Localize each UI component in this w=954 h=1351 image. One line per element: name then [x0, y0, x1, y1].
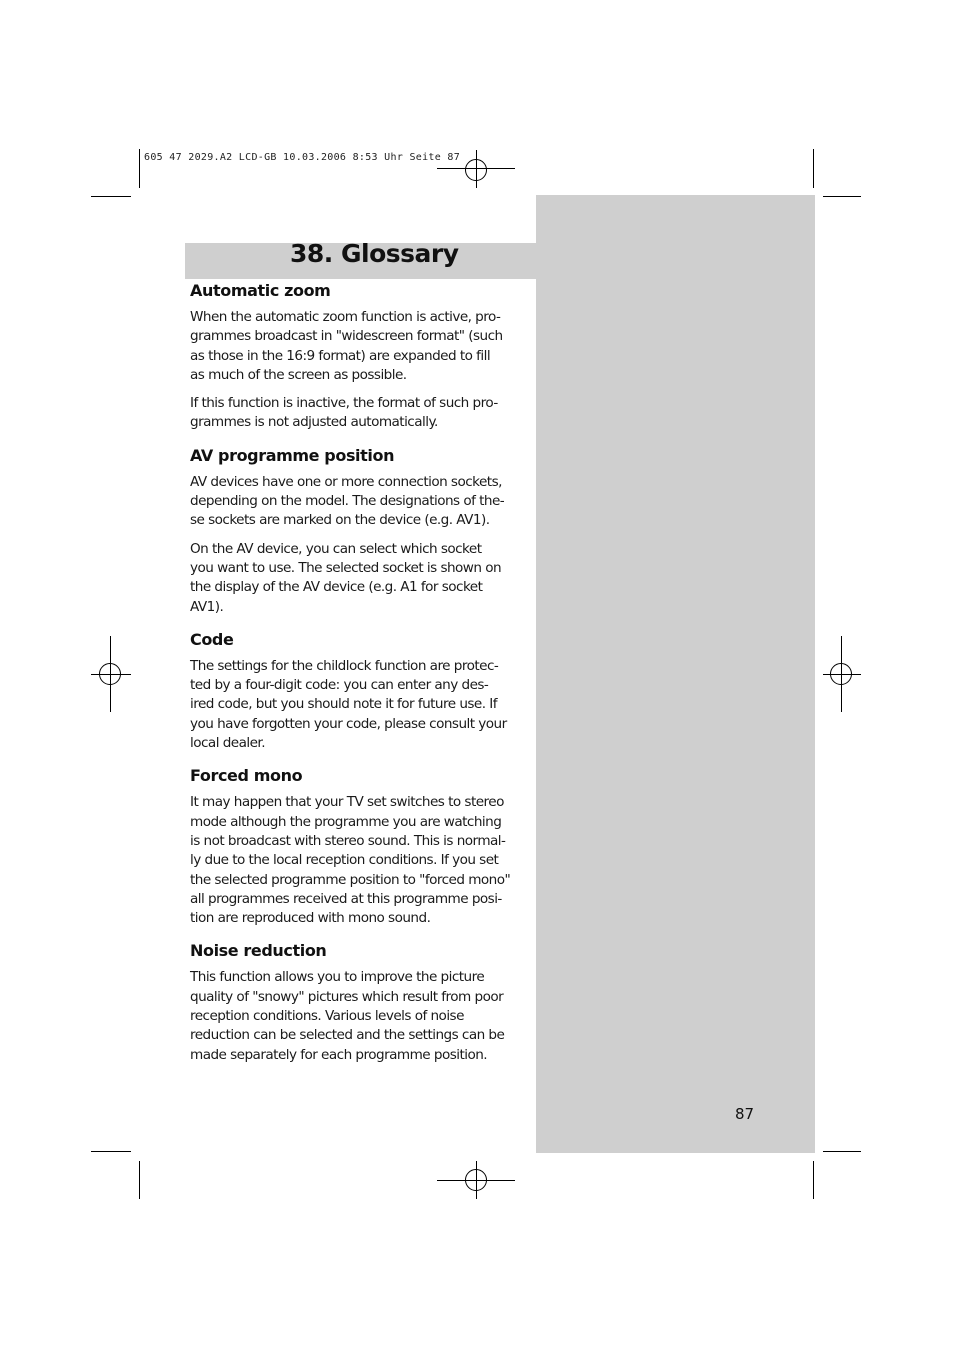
crop-mark-top-right-h: [823, 196, 861, 197]
entry-paragraph: If this function is inactive, the format of such pro- grammes is not adjusted automatically.: [190, 395, 498, 431]
crop-mark-bottom-left-v: [139, 1161, 140, 1199]
entry-paragraph: On the AV device, you can select which socket you want to use. The selected socket is shown on the display of the AV device (e.g. A1 for socket AV1).: [190, 540, 502, 615]
page-number: 87: [735, 1105, 755, 1123]
crop-mark-bottom-right-h: [823, 1151, 861, 1152]
entry-paragraph: The settings for the childlock function are protec- ted by a four-digit code: you can enter any des- ired code, but you should note it for future use. If you have forgotten your code, please consult your local dealer.: [190, 657, 507, 752]
glossary-entry-noise-reduction: [190, 941, 532, 1064]
entry-paragraph: This function allows you to improve the picture quality of "snowy" pictures which result from poor reception conditions. Various levels of noise reduction can be selected and the settings can be made separately for each programme position.: [190, 969, 505, 1063]
print-slug-line: 605 47 2029.A2 LCD-GB 10.03.2006 8:53 Uhr Seite 87: [144, 152, 461, 163]
crop-mark-bottom-left-h: [91, 1151, 131, 1152]
crop-mark-top-right-v: [813, 149, 814, 188]
entry-heading: Forced mono: [190, 766, 303, 786]
crop-mark-top-left-h: [91, 196, 131, 197]
entry-heading: Code: [190, 629, 234, 649]
side-panel: [536, 195, 815, 1153]
entry-heading: AV programme position: [190, 445, 395, 465]
crop-mark-bottom-right-v: [813, 1161, 814, 1199]
glossary-content: [190, 281, 532, 1078]
glossary-entry-forced-mono: [190, 766, 532, 928]
page-title: 38. Glossary: [290, 239, 459, 268]
entry-paragraph: It may happen that your TV set switches to stereo mode although the programme you are watching is not broadcast with stereo sound. This is normal- ly due to the local reception conditions. If you set the selected programme position to "forced mono" all programmes received at this programme posi- tion are reproduced with mono sound.: [190, 794, 511, 927]
entry-paragraph: When the automatic zoom function is active, pro- grammes broadcast in "widescreen format" (such as those in the 16:9 format) are expanded to fill as much of the screen as possible.: [190, 309, 503, 383]
entry-heading: Automatic zoom: [190, 281, 331, 300]
entry-heading: Noise reduction: [190, 941, 327, 961]
crop-mark-top-left-v: [139, 149, 140, 188]
entry-paragraph: AV devices have one or more connection sockets, depending on the model. The designations of the- se sockets are marked on the device (e.g. AV1).: [190, 473, 505, 529]
glossary-entry-av-programme-position: [190, 446, 532, 617]
glossary-entry-automatic-zoom: [190, 281, 532, 433]
glossary-entry-code: [190, 630, 532, 753]
